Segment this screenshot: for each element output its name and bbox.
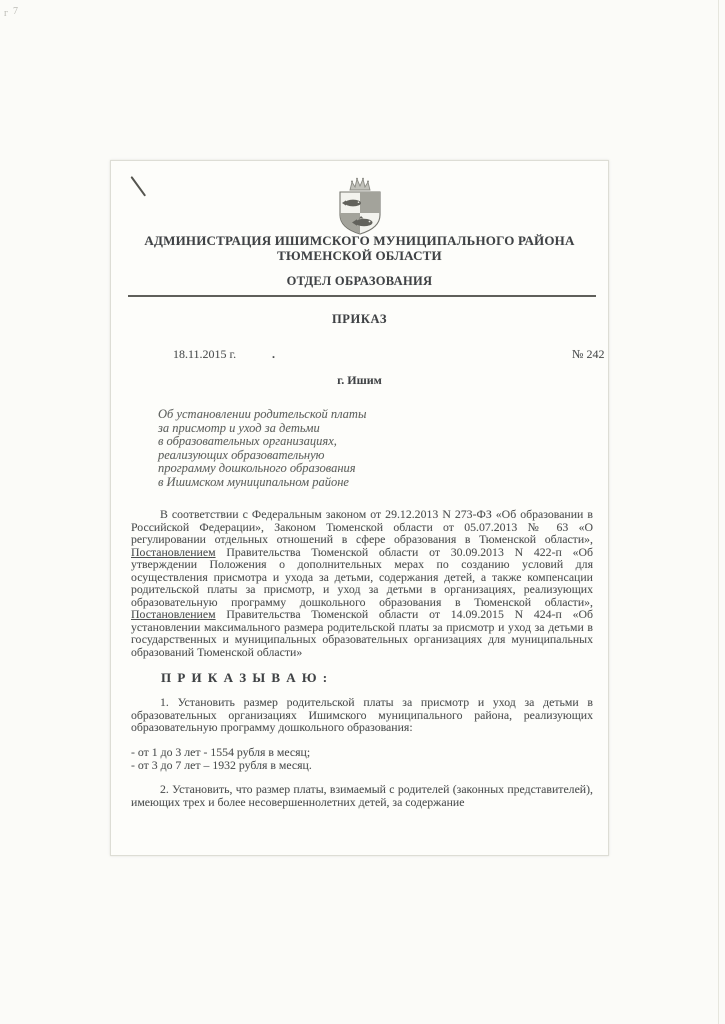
underlined-word: Постановлением — [131, 544, 216, 559]
subject-line: в Ишимском муниципальном районе — [158, 474, 349, 489]
pencil-mark: г — [4, 8, 9, 19]
preamble-text: Правительства Тюменской области от 14.09.2015 N 424-п «Об установлении максимального размера родительской платы за присмотр и уход за детьми в государственных и муниципальных образовательных организациях для муниципальных образований Тюменской области» — [131, 607, 593, 659]
rate-line: - от 3 до 7 лет – 1932 рубля в месяц. — [131, 758, 312, 772]
pencil-mark: 7 — [13, 6, 18, 17]
document-number: № 242 — [572, 347, 605, 361]
org-name-line1: АДМИНИСТРАЦИЯ ИШИМСКОГО МУНИЦИПАЛЬНОГО РАЙОНА — [144, 233, 575, 248]
underlined-word: Постановлением — [131, 607, 216, 621]
subject-line: Об установлении родительской платы — [158, 407, 367, 421]
document-type-title: ПРИКАЗ — [331, 312, 388, 326]
document-date: 18.11.2015 г. — [173, 347, 237, 361]
subject-line: программу дошкольного образования — [158, 461, 356, 476]
resolution-word: П Р И К А З Ы В А Ю : — [161, 670, 329, 685]
subject-line: реализующих образовательную — [158, 447, 325, 462]
rate-line: - от 1 до 3 лет - 1554 рубля в месяц; — [131, 745, 311, 759]
department-title: ОТДЕЛ ОБРАЗОВАНИЯ — [286, 274, 433, 288]
subject-line: за присмотр и уход за детьми — [158, 420, 320, 435]
preamble-paragraph — [131, 508, 593, 658]
coat-of-arms — [111, 177, 608, 240]
subject-line: в образовательных организациях, — [158, 434, 337, 449]
city-name: г. Ишим — [337, 373, 382, 387]
separator-dot: . — [272, 347, 275, 361]
subject-block — [158, 408, 408, 490]
scanner-edge-shadow — [718, 0, 719, 1024]
preamble-text: В соответствии с Федеральным законом от 29.12.2013 N 273-ФЗ «Об образовании в Российской Федерации», Законом Тюменской области от 05.07.2013 № 63 «О регулировании отдельных отношений в сфере образования в Тюменской области», — [131, 507, 593, 546]
preamble-text: Правительства Тюменской области от 30.09.2013 N 422-п «Об утверждении Положения о дополнительных мерах по созданию условий для осуществления присмотра и ухода за детьми, содержания детей, а также компенсации родительской платы за присмотр, и уход за детьми в организациях, реализующих образовательную программу дошкольного образования в Тюменской области», — [131, 544, 593, 609]
coat-of-arms-icon — [328, 177, 392, 235]
order-item-2: 2. Установить, что размер платы, взимаемый с родителей (законных представителей), имеющих трех и более несовершеннолетних детей, за содержание — [131, 782, 593, 809]
rates-list — [131, 746, 312, 772]
order-item-1: 1. Установить размер родительской платы за присмотр и уход за детьми в образовательных организациях Ишимского муниципального района, реализующих образовательную программу дошкольного образования: — [131, 695, 593, 734]
header-divider — [128, 295, 596, 297]
date-number-row — [111, 347, 608, 363]
org-name-line2: ТЮМЕНСКОЙ ОБЛАСТИ — [277, 248, 442, 263]
document-paper — [110, 160, 609, 856]
